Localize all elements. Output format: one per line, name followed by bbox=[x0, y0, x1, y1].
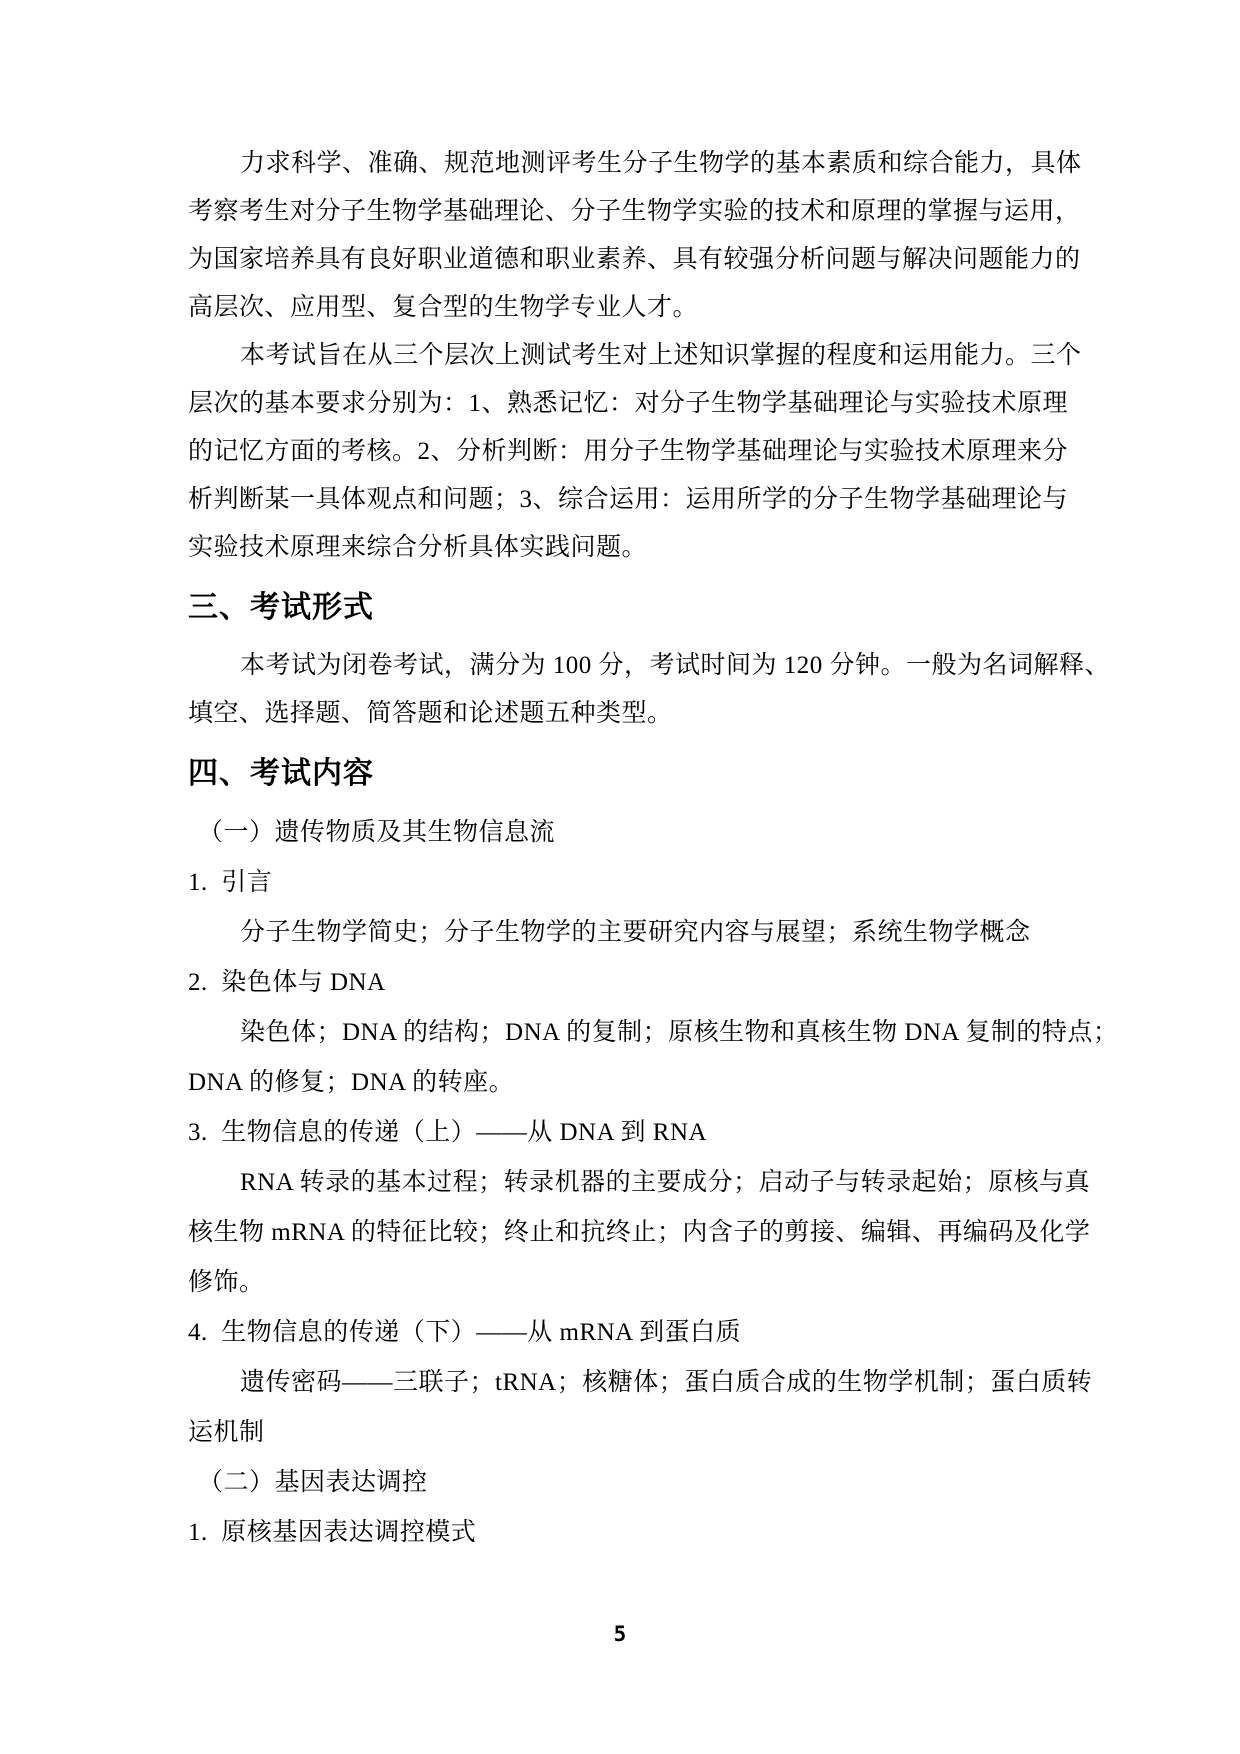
paragraph-line: 析判断某一具体观点和问题；3、综合运用：运用所学的分子生物学基础理论与 bbox=[188, 486, 1069, 513]
paragraph-line: 修饰。 bbox=[188, 1269, 265, 1296]
exam-content-section bbox=[188, 808, 1119, 1558]
paragraph-line: 染色体；DNA 的结构；DNA 的复制；原核生物和真核生物 DNA 复制的特点； bbox=[240, 1019, 1119, 1046]
paragraph-line: 分子生物学简史；分子生物学的主要研究内容与展望；系统生物学概念 bbox=[240, 919, 1031, 946]
paragraph-line: 填空、选择题、简答题和论述题五种类型。 bbox=[188, 700, 673, 727]
paragraph-line: 本考试旨在从三个层次上测试考生对上述知识掌握的程度和运用能力。三个 bbox=[240, 342, 1082, 369]
list-item: 4. 生物信息的传递（下）——从 mRNA 到蛋白质 bbox=[188, 1319, 742, 1346]
section-heading-exam-format: 三、考试形式 bbox=[188, 591, 374, 624]
document-body bbox=[188, 140, 1119, 1558]
list-item: 2. 染色体与 DNA bbox=[188, 969, 386, 996]
paragraph-line: 为国家培养具有良好职业道德和职业素养、具有较强分析问题与解决问题能力的 bbox=[188, 246, 1081, 273]
paragraph-line: 力求科学、准确、规范地测评考生分子生物学的基本素质和综合能力，具体 bbox=[240, 150, 1082, 177]
paragraph-line: DNA 的修复；DNA 的转座。 bbox=[188, 1069, 515, 1096]
paragraph-line: 层次的基本要求分别为：1、熟悉记忆：对分子生物学基础理论与实验技术原理 bbox=[188, 390, 1069, 417]
subsection-title: （一）遗传物质及其生物信息流 bbox=[198, 819, 556, 846]
paragraph-line: RNA 转录的基本过程；转录机器的主要成分；启动子与转录起始；原核与真 bbox=[240, 1169, 1091, 1196]
subsection-title: （二）基因表达调控 bbox=[198, 1469, 428, 1496]
paragraph-line: 实验技术原理来综合分析具体实践问题。 bbox=[188, 534, 648, 561]
paragraph-line: 高层次、应用型、复合型的生物学专业人才。 bbox=[188, 294, 699, 321]
list-item: 3. 生物信息的传递（上）——从 DNA 到 RNA bbox=[188, 1119, 708, 1146]
paragraph-line: 运机制 bbox=[188, 1419, 265, 1446]
paragraph-line: 核生物 mRNA 的特征比较；终止和抗终止；内含子的剪接、编辑、再编码及化学 bbox=[188, 1219, 1091, 1246]
paragraph-line: 的记忆方面的考核。2、分析判断：用分子生物学基础理论与实验技术原理来分 bbox=[188, 438, 1069, 465]
list-item: 1. 原核基因表达调控模式 bbox=[188, 1519, 477, 1546]
list-item: 1. 引言 bbox=[188, 869, 273, 896]
section-heading-exam-content: 四、考试内容 bbox=[188, 757, 374, 790]
page-number: 5 bbox=[613, 1622, 627, 1646]
paragraph-line: 考察考生对分子生物学基础理论、分子生物学实验的技术和原理的掌握与运用， bbox=[188, 198, 1081, 225]
paragraph-line: 本考试为闭卷考试，满分为 100 分，考试时间为 120 分钟。一般为名词解释、 bbox=[240, 652, 1111, 679]
paragraph-line: 遗传密码——三联子；tRNA；核糖体；蛋白质合成的生物学机制；蛋白质转 bbox=[240, 1369, 1093, 1396]
